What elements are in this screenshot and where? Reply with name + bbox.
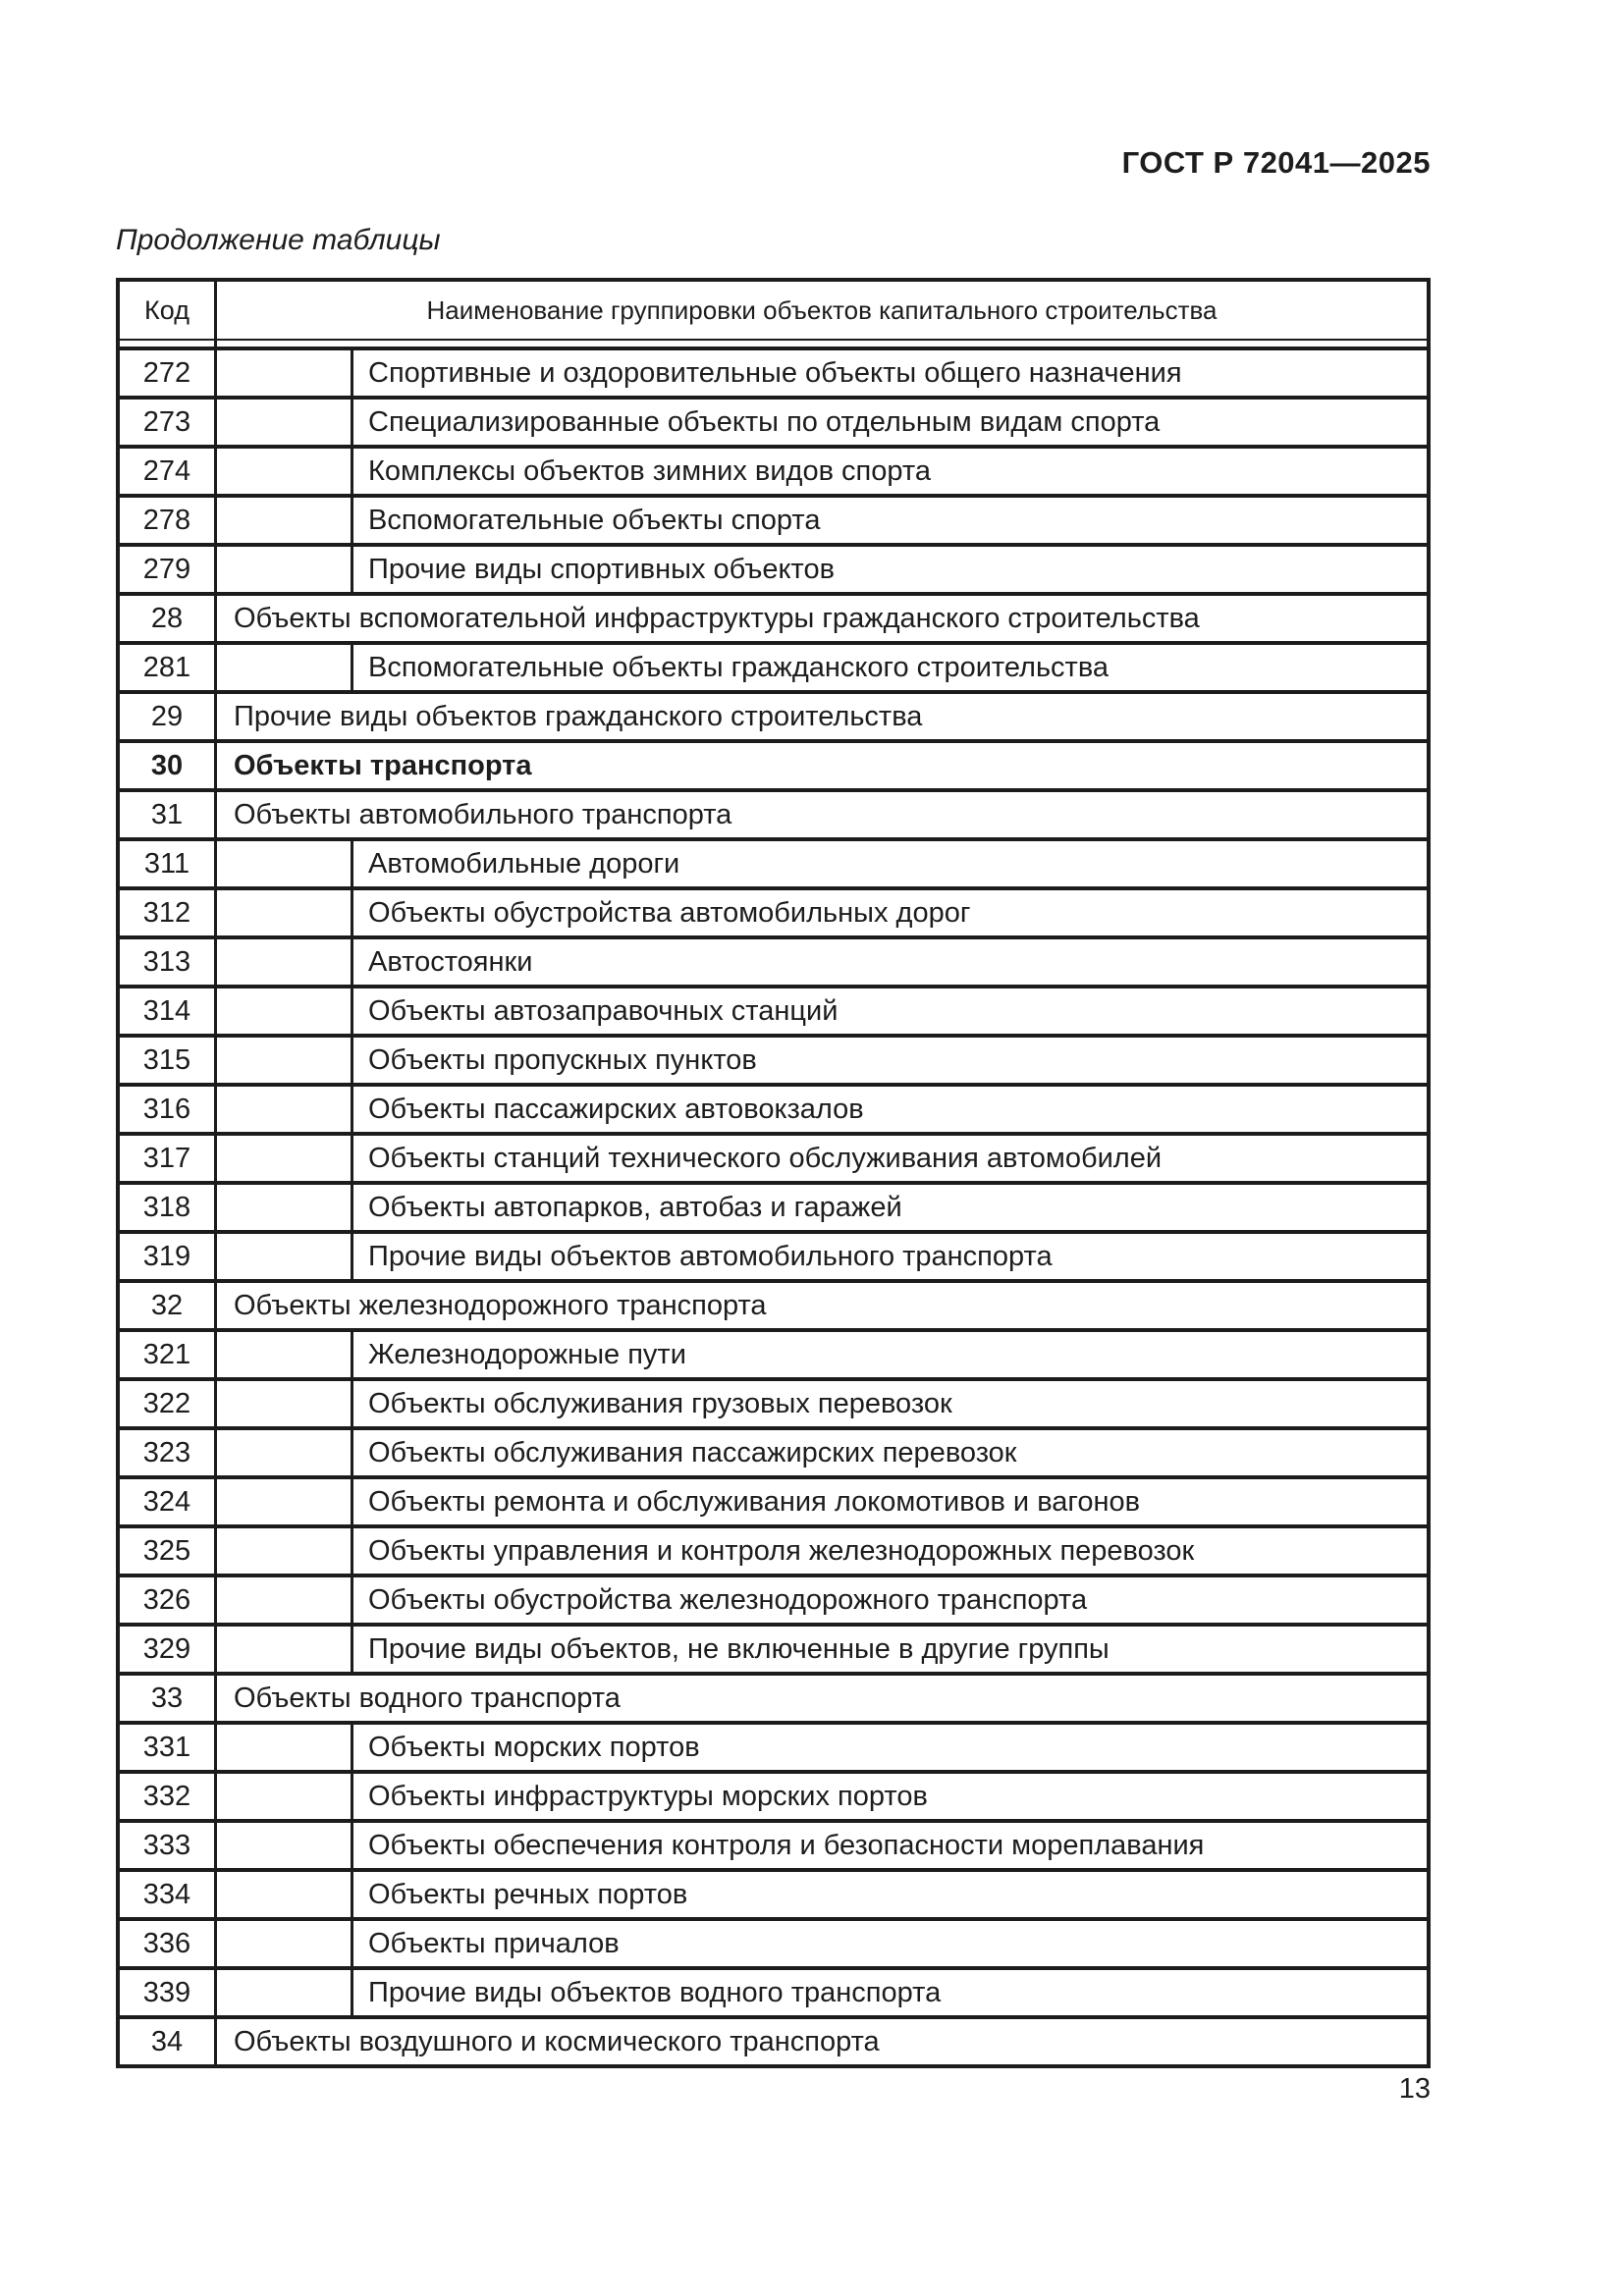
code-cell: 273 bbox=[120, 400, 217, 445]
code-cell: 339 bbox=[120, 1970, 217, 2015]
name-cell: Спортивные и оздоровительные объекты общего назначения bbox=[368, 356, 1182, 389]
code-cell: 274 bbox=[120, 449, 217, 494]
indent-cell bbox=[217, 350, 353, 396]
table-row bbox=[120, 1426, 1427, 1475]
page-number: 13 bbox=[1398, 2073, 1431, 2105]
table-row bbox=[120, 1132, 1427, 1181]
indent-cell bbox=[217, 1479, 353, 1524]
name-cell: Объекты морских портов bbox=[368, 1731, 700, 1763]
name-cell: Объекты обслуживания пассажирских перевозок bbox=[368, 1436, 1017, 1468]
indent-cell bbox=[217, 841, 353, 886]
code-cell: 31 bbox=[120, 792, 217, 837]
code-cell: 314 bbox=[120, 988, 217, 1034]
table-row bbox=[120, 1574, 1427, 1623]
name-cell: Прочие виды спортивных объектов bbox=[368, 553, 836, 585]
code-cell: 321 bbox=[120, 1332, 217, 1377]
name-cell: Прочие виды объектов водного транспорта bbox=[368, 1976, 942, 2008]
table-row bbox=[120, 1672, 1427, 1721]
table-row bbox=[120, 1279, 1427, 1328]
code-cell: 324 bbox=[120, 1479, 217, 1524]
classification-table bbox=[116, 278, 1431, 2068]
table-row bbox=[120, 837, 1427, 886]
name-cell: Объекты управления и контроля железнодорожных перевозок bbox=[368, 1534, 1195, 1567]
name-cell: Объекты воздушного и космического транспорта bbox=[234, 2025, 880, 2057]
name-cell: Комплексы объектов зимних видов спорта bbox=[368, 454, 931, 487]
table-row bbox=[120, 935, 1427, 985]
name-cell: Объекты водного транспорта bbox=[234, 1682, 621, 1714]
indent-cell bbox=[217, 1038, 353, 1083]
name-cell: Объекты транспорта bbox=[234, 749, 532, 781]
name-cell: Объекты обеспечения контроля и безопасности мореплавания bbox=[368, 1829, 1205, 1861]
code-cell: 323 bbox=[120, 1430, 217, 1475]
indent-cell bbox=[217, 939, 353, 985]
code-cell: 315 bbox=[120, 1038, 217, 1083]
indent-cell bbox=[217, 1970, 353, 2015]
code-cell: 334 bbox=[120, 1872, 217, 1917]
table-row bbox=[120, 1868, 1427, 1917]
name-cell: Объекты пропускных пунктов bbox=[368, 1043, 757, 1076]
indent-cell bbox=[217, 1725, 353, 1770]
name-cell: Железнодорожные пути bbox=[368, 1338, 686, 1370]
indent-cell bbox=[217, 1430, 353, 1475]
table-caption: Продолжение таблицы bbox=[116, 224, 441, 256]
table-row bbox=[120, 641, 1427, 690]
table-row bbox=[120, 1377, 1427, 1426]
code-cell: 329 bbox=[120, 1627, 217, 1672]
code-cell: 32 bbox=[120, 1283, 217, 1328]
code-cell: 333 bbox=[120, 1823, 217, 1868]
table-row bbox=[120, 739, 1427, 788]
code-cell: 316 bbox=[120, 1087, 217, 1132]
code-cell: 28 bbox=[120, 596, 217, 641]
name-cell: Объекты причалов bbox=[368, 1927, 620, 1959]
table-row bbox=[120, 1966, 1427, 2015]
indent-cell bbox=[217, 547, 353, 592]
indent-cell bbox=[217, 988, 353, 1034]
code-cell: 281 bbox=[120, 645, 217, 690]
table-row bbox=[120, 788, 1427, 837]
name-cell: Объекты автомобильного транспорта bbox=[234, 798, 732, 830]
table-row bbox=[120, 1524, 1427, 1574]
code-cell: 30 bbox=[120, 743, 217, 788]
table-row bbox=[120, 592, 1427, 641]
name-cell: Объекты автозаправочных станций bbox=[368, 994, 839, 1027]
code-cell: 279 bbox=[120, 547, 217, 592]
indent-cell bbox=[217, 449, 353, 494]
name-cell: Специализированные объекты по отдельным видам спорта bbox=[368, 405, 1161, 438]
table-row bbox=[120, 690, 1427, 739]
table-row bbox=[120, 1819, 1427, 1868]
table-row bbox=[120, 1230, 1427, 1279]
code-column-header: Код bbox=[120, 282, 217, 339]
name-cell: Объекты обслуживания грузовых перевозок bbox=[368, 1387, 952, 1419]
table-header-row bbox=[120, 282, 1427, 341]
table-row bbox=[120, 1181, 1427, 1230]
name-cell: Объекты автопарков, автобаз и гаражей bbox=[368, 1191, 902, 1223]
indent-cell bbox=[217, 1627, 353, 1672]
indent-cell bbox=[217, 1921, 353, 1966]
indent-cell bbox=[217, 1332, 353, 1377]
table-row bbox=[120, 1328, 1427, 1377]
name-cell: Объекты инфраструктуры морских портов bbox=[368, 1780, 928, 1812]
table-row bbox=[120, 1083, 1427, 1132]
table-row bbox=[120, 494, 1427, 543]
code-cell: 272 bbox=[120, 350, 217, 396]
name-cell: Автостоянки bbox=[368, 945, 533, 978]
code-cell: 318 bbox=[120, 1185, 217, 1230]
indent-cell bbox=[217, 400, 353, 445]
table-row bbox=[120, 1034, 1427, 1083]
name-cell: Объекты обустройства автомобильных дорог bbox=[368, 896, 971, 929]
code-cell: 34 bbox=[120, 2019, 217, 2064]
code-cell: 319 bbox=[120, 1234, 217, 1279]
name-cell: Объекты железнодорожного транспорта bbox=[234, 1289, 767, 1321]
code-cell: 325 bbox=[120, 1528, 217, 1574]
table-row bbox=[120, 2015, 1427, 2064]
name-cell: Объекты пассажирских автовокзалов bbox=[368, 1093, 864, 1125]
code-cell: 311 bbox=[120, 841, 217, 886]
table-row bbox=[120, 1475, 1427, 1524]
indent-cell bbox=[217, 645, 353, 690]
code-cell: 331 bbox=[120, 1725, 217, 1770]
code-cell: 312 bbox=[120, 890, 217, 935]
code-cell: 322 bbox=[120, 1381, 217, 1426]
table-row bbox=[120, 1917, 1427, 1966]
code-cell: 33 bbox=[120, 1676, 217, 1721]
code-cell: 326 bbox=[120, 1577, 217, 1623]
header-separator bbox=[120, 341, 1427, 347]
code-cell: 29 bbox=[120, 694, 217, 739]
name-cell: Объекты речных портов bbox=[368, 1878, 688, 1910]
table-row bbox=[120, 445, 1427, 494]
table-row bbox=[120, 396, 1427, 445]
table-row bbox=[120, 347, 1427, 396]
indent-cell bbox=[217, 1872, 353, 1917]
name-cell: Объекты обустройства железнодорожного транспорта bbox=[368, 1583, 1088, 1616]
code-cell: 313 bbox=[120, 939, 217, 985]
table-row bbox=[120, 985, 1427, 1034]
name-cell: Автомобильные дороги bbox=[368, 847, 680, 880]
indent-cell bbox=[217, 1774, 353, 1819]
name-cell: Объекты станций технического обслуживания автомобилей bbox=[368, 1142, 1163, 1174]
name-column-header: Наименование группировки объектов капитального строительства bbox=[426, 294, 1218, 325]
indent-cell bbox=[217, 1577, 353, 1623]
indent-cell bbox=[217, 1234, 353, 1279]
indent-cell bbox=[217, 890, 353, 935]
name-cell: Вспомогательные объекты спорта bbox=[368, 504, 821, 536]
name-cell: Объекты ремонта и обслуживания локомотивов и вагонов bbox=[368, 1485, 1141, 1518]
indent-cell bbox=[217, 1528, 353, 1574]
document-code: ГОСТ Р 72041—2025 bbox=[1121, 145, 1431, 180]
indent-cell bbox=[217, 498, 353, 543]
code-cell: 278 bbox=[120, 498, 217, 543]
table-row bbox=[120, 886, 1427, 935]
name-cell: Вспомогательные объекты гражданского строительства bbox=[368, 651, 1110, 683]
table-body bbox=[120, 347, 1427, 2064]
table-row bbox=[120, 543, 1427, 592]
indent-cell bbox=[217, 1087, 353, 1132]
indent-cell bbox=[217, 1381, 353, 1426]
table-row bbox=[120, 1770, 1427, 1819]
name-cell: Прочие виды объектов автомобильного транспорта bbox=[368, 1240, 1053, 1272]
table-row bbox=[120, 1623, 1427, 1672]
name-cell: Прочие виды объектов гражданского строительства bbox=[234, 700, 923, 732]
indent-cell bbox=[217, 1185, 353, 1230]
indent-cell bbox=[217, 1823, 353, 1868]
name-cell: Объекты вспомогательной инфраструктуры гражданского строительства bbox=[234, 602, 1200, 634]
code-cell: 317 bbox=[120, 1136, 217, 1181]
code-cell: 336 bbox=[120, 1921, 217, 1966]
code-cell: 332 bbox=[120, 1774, 217, 1819]
indent-cell bbox=[217, 1136, 353, 1181]
table-row bbox=[120, 1721, 1427, 1770]
name-cell: Прочие виды объектов, не включенные в другие группы bbox=[368, 1632, 1110, 1665]
